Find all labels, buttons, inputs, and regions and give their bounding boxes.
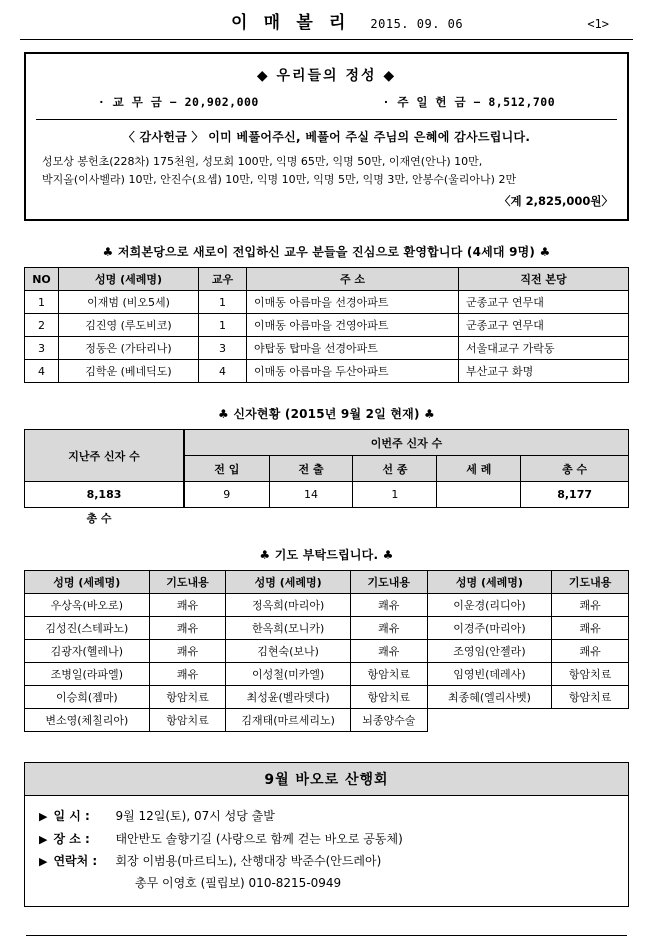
prayer-heading: ♣ 기도 부탁드립니다. ♣ [259,548,394,563]
cell-prayer-kind: 쾌유 [350,594,427,617]
table-row [25,482,629,508]
cell-prayer-kind: 항암치료 [552,686,629,709]
notice-extra-line: 총무 이영호 (필립보) 010-8215-0949 [135,876,342,891]
cell-count: 3 [199,337,247,360]
cell-address: 이매동 아름마을 선경아파트 [247,291,459,314]
cell-name: 김진영 (루도비코) [59,314,199,337]
column-header: 기도내용 [149,571,226,594]
stats-heading: ♣ 신자현황 (2015년 9월 2일 현재) ♣ [218,407,435,422]
cell-count: 1 [199,314,247,337]
column-header: 성명 (세례명) [427,571,552,594]
stats-table [24,429,629,508]
stats-subheader-total-left: 총 수 [86,512,112,526]
cell-prayer-name: 이운경(리디아) [427,594,552,617]
cell-prayer-name: 김성진(스테파노) [25,617,150,640]
cell-no: 2 [25,314,59,337]
cell-name: 김학운 (베네딕도) [59,360,199,383]
notice-label: 일 시 : [53,809,90,824]
cell-prayer-name: 이경주(마리아) [427,617,552,640]
cell-prayer-kind: 항암치료 [149,709,226,732]
cell-transfer-out: 14 [269,482,353,508]
notice-title: 9월 바오로 산행회 [25,763,628,796]
column-header: 주 소 [247,268,459,291]
cell-prayer-name: 김광자(헬레나) [25,640,150,663]
column-header: NO [25,268,59,291]
column-header: 전 출 [269,456,353,482]
offering-detail-lines [36,153,617,189]
page-header [18,0,635,33]
cell-prayer-name: 임영빈(데레사) [427,663,552,686]
cell-prayer-name: 김재태(마르세리노) [226,709,351,732]
column-header: 교우 [199,268,247,291]
column-header: 선 종 [353,456,437,482]
cell-prayer-kind: 쾌유 [149,663,226,686]
column-header: 직전 본당 [459,268,629,291]
notice-row [39,850,614,872]
cell-prayer-kind: 항암치료 [350,686,427,709]
cell-previous-parish: 부산교구 화명 [459,360,629,383]
table-row [25,291,629,314]
cell-prayer-name: 최종혜(엘리사벳) [427,686,552,709]
arrow-right-icon: ▶ [39,854,48,868]
column-header: 세 례 [437,456,521,482]
cell-address: 이매동 아름마을 건영아파트 [247,314,459,337]
offering-amount-item: · 교 무 금 − 20,902,000 [97,95,259,109]
cell-prayer-kind: 쾌유 [149,594,226,617]
cell-prayer-name: 김현숙(보나) [226,640,351,663]
notice-row [39,805,614,827]
column-header-this-week: 이번주 신자 수 [184,430,629,456]
cell-prayer-name: 정옥희(마리아) [226,594,351,617]
cell-prayer-name: 이승희(젬마) [25,686,150,709]
offering-detail-line: 박지올(이사벨라) 10만, 안진수(요셉) 10만, 익명 10만, 익명 5만, 익명 3만, 안봉수(울리아나) 2만 [42,173,517,187]
notice-text: 9월 12일(토), 07시 성당 출발 [115,809,275,824]
table-row [25,314,629,337]
column-header-last-week: 지난주 신자 수 [25,430,185,482]
header-divider [20,39,633,40]
table-row [25,686,629,709]
arrow-right-icon: ▶ [39,810,48,824]
cell-prayer-kind: 항암치료 [149,686,226,709]
new-members-table [24,267,629,383]
cell-prayer-name: 조병일(라파엘) [25,663,150,686]
cell-prayer-kind: 쾌유 [552,617,629,640]
cell-transfer-in: 9 [184,482,269,508]
table-row [25,640,629,663]
cell-count: 1 [199,291,247,314]
offering-box [24,52,629,221]
cell-prayer-kind: 항암치료 [350,663,427,686]
notice-label: 장 소 : [53,831,90,846]
table-row [25,594,629,617]
cell-prayer-name: 변소영(체칠리아) [25,709,150,732]
cell-prayer-kind [552,709,629,732]
issue-date: 2015. 09. 06 [370,17,464,31]
cell-prayer-name: 한옥희(모니카) [226,617,351,640]
table-row [25,663,629,686]
cell-prayer-kind: 뇌종양수술 [350,709,427,732]
column-header: 성명 (세례명) [25,571,150,594]
table-row [25,337,629,360]
cell-prayer-kind: 쾌유 [552,594,629,617]
cell-deceased: 1 [353,482,437,508]
cell-no: 4 [25,360,59,383]
notice-text: 태안반도 솔향기길 (사랑으로 함께 걷는 바오로 공동체) [115,831,403,846]
arrow-right-icon: ▶ [39,832,48,846]
page-title: 이 매 볼 리 [231,13,349,33]
cell-name: 정동은 (가타리나) [59,337,199,360]
cell-previous-parish: 군종교구 연무대 [459,291,629,314]
cell-this-week-total: 8,177 [521,482,629,508]
cell-prayer-kind: 쾌유 [149,640,226,663]
table-header-row [25,268,629,291]
notice-body [25,796,628,905]
offering-amount-item: · 주 일 헌 금 − 8,512,700 [382,95,556,109]
page-number: <1> [587,17,609,31]
cell-prayer-name: 우상옥(바오로) [25,594,150,617]
offering-detail-line: 성모상 봉헌초(228차) 175천원, 성모회 100만, 익명 65만, 익명 50만, 이재연(안나) 10만, [42,155,483,168]
column-header: 성명 (세례명) [226,571,351,594]
cell-prayer-kind: 쾌유 [149,617,226,640]
cell-no: 1 [25,291,59,314]
table-header-row [25,571,629,594]
notice-row [39,828,614,850]
table-header-row [25,430,629,456]
cell-count: 4 [199,360,247,383]
offering-title: ◆ 우리들의 정성 ◆ [256,68,397,84]
cell-previous-parish: 군종교구 연무대 [459,314,629,337]
column-header: 성명 (세례명) [59,268,199,291]
column-header: 기도내용 [350,571,427,594]
offering-amounts [36,94,617,110]
cell-no: 3 [25,337,59,360]
cell-prayer-kind: 항암치료 [552,663,629,686]
cell-name: 이재범 (비오5세) [59,291,199,314]
cell-address: 야탑동 탑마을 선경아파트 [247,337,459,360]
cell-baptized [437,482,521,508]
column-header: 기도내용 [552,571,629,594]
cell-previous-parish: 서울대교구 가락동 [459,337,629,360]
table-row [25,360,629,383]
offering-thanks-line: 〈 감사헌금 〉 이미 베풀어주신, 베풀어 주실 주님의 은혜에 감사드립니다. [36,119,617,145]
footer-divider [26,935,627,936]
cell-prayer-kind: 쾌유 [350,640,427,663]
cell-last-week-total: 8,183 [25,482,185,508]
notice-text: 회장 이범용(마르티노), 산행대장 박준수(안드레아) [115,853,382,868]
cell-prayer-name: 이성철(미카엘) [226,663,351,686]
notice-box [24,762,629,906]
cell-address: 이매동 아름마을 두산아파트 [247,360,459,383]
table-row [25,617,629,640]
column-header: 전 입 [184,456,269,482]
notice-label: 연락처 : [53,853,98,868]
offering-total: 〈계 2,825,000원〉 [499,194,613,209]
table-row [25,709,629,732]
cell-prayer-name: 최성윤(벨라뎃다) [226,686,351,709]
column-header: 총 수 [521,456,629,482]
cell-prayer-name [427,709,552,732]
cell-prayer-name: 조영임(안젤라) [427,640,552,663]
cell-prayer-kind: 쾌유 [552,640,629,663]
cell-prayer-kind: 쾌유 [350,617,427,640]
new-members-heading: ♣ 저희본당으로 새로이 전입하신 교우 분들을 진심으로 환영합니다 (4세대 9명) ♣ [102,245,551,260]
prayer-table [24,570,629,732]
